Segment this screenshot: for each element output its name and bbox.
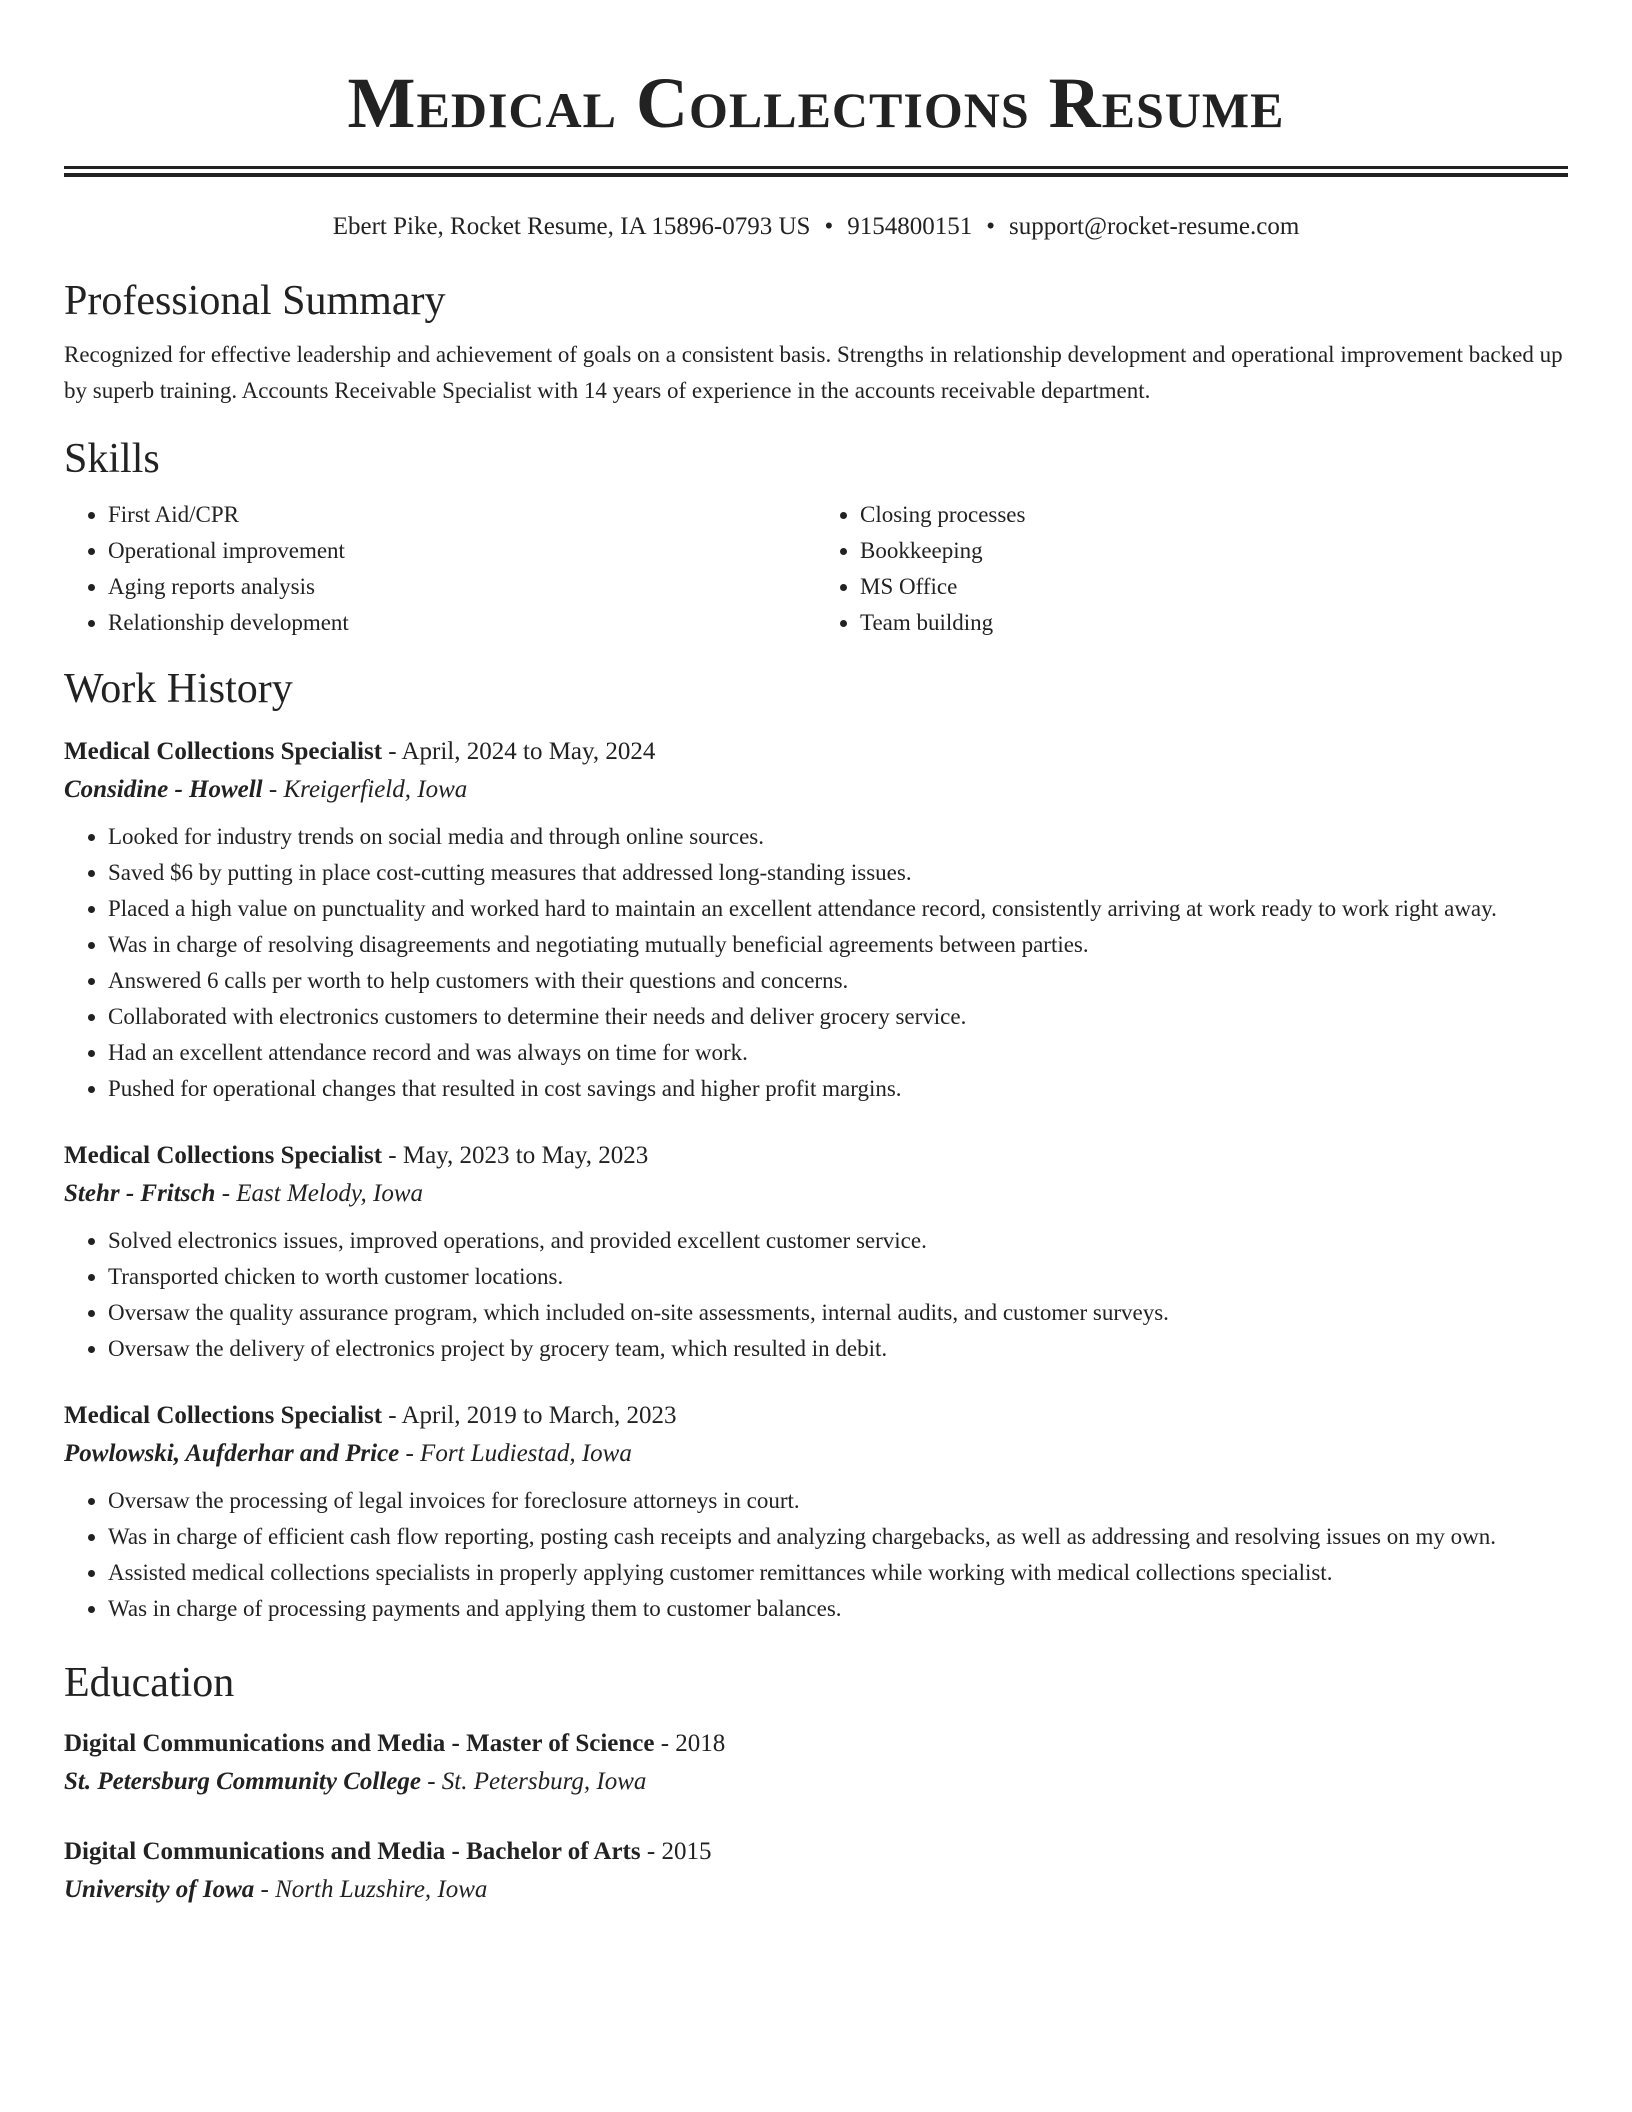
job-dates: - May, 2023 to May, 2023 — [388, 1142, 649, 1169]
contact-address: Ebert Pike, Rocket Resume, IA 15896-0793 US — [332, 213, 811, 240]
job-location: - Fort Ludiestad, Iowa — [405, 1440, 632, 1467]
job-dates: - April, 2019 to March, 2023 — [388, 1402, 677, 1429]
job-bullets — [64, 1223, 1568, 1367]
contact-line — [64, 211, 1568, 243]
job-title-line — [64, 1137, 1568, 1175]
job-title-line — [64, 733, 1568, 771]
education-school-line — [64, 1871, 1568, 1909]
contact-separator: • — [986, 213, 995, 240]
job-bullet: • Oversaw the quality assurance program, which included on-site assessments, internal audits, and customer surveys. — [108, 1295, 1568, 1331]
skills-column-right — [816, 497, 1568, 641]
skill-item: • Closing processes — [860, 497, 1568, 533]
job-bullet: • Was in charge of efficient cash flow reporting, posting cash receipts and analyzing chargebacks, as well as addressing and resolving issues on my own. — [108, 1519, 1568, 1555]
job-bullet: • Had an excellent attendance record and was always on time for work. — [108, 1035, 1568, 1071]
job-bullets — [64, 1483, 1568, 1627]
resume-title: Medical Collections Resume — [347, 63, 1285, 143]
job-bullet: • Was in charge of resolving disagreements and negotiating mutually beneficial agreements between parties. — [108, 927, 1568, 963]
job-company: Stehr - Fritsch — [64, 1180, 216, 1207]
education-location: - St. Petersburg, Iowa — [427, 1768, 647, 1795]
job-bullet: • Transported chicken to worth customer locations. — [108, 1259, 1568, 1295]
job-bullets — [64, 819, 1568, 1107]
skill-item: • MS Office — [860, 569, 1568, 605]
education-degree-line — [64, 1833, 1568, 1871]
job-bullet: • Pushed for operational changes that resulted in cost savings and higher profit margins. — [108, 1071, 1568, 1107]
education-degree: Digital Communications and Media - Master of Science — [64, 1730, 655, 1757]
job-bullet: • Oversaw the processing of legal invoices for foreclosure attorneys in court. — [108, 1483, 1568, 1519]
education-degree: Digital Communications and Media - Bachelor of Arts — [64, 1838, 641, 1865]
skill-item: • Aging reports analysis — [108, 569, 816, 605]
work-history-heading: Work History — [64, 666, 293, 712]
job-company-line — [64, 1175, 1568, 1213]
skill-item: • Team building — [860, 605, 1568, 641]
education-location: - North Luzshire, Iowa — [260, 1876, 488, 1903]
job-title: Medical Collections Specialist — [64, 1402, 383, 1429]
skill-item: • Bookkeeping — [860, 533, 1568, 569]
job-title-line — [64, 1397, 1568, 1435]
skill-item: • Relationship development — [108, 605, 816, 641]
summary-text: Recognized for effective leadership and achievement of goals on a consistent basis. Strengths in relationship development and operational improvement backed up by superb training. Accounts Receivable Specialist with 14 years of experience in the accounts receivable department. — [64, 342, 1563, 403]
job-bullet: • Looked for industry trends on social media and through online sources. — [108, 819, 1568, 855]
contact-separator: • — [824, 213, 834, 240]
job-entry — [64, 1397, 1568, 1627]
job-company: Considine - Howell — [64, 776, 263, 803]
job-entry — [64, 733, 1568, 1107]
education-entry — [64, 1725, 1568, 1801]
job-title: Medical Collections Specialist — [64, 738, 383, 765]
job-location: - Kreigerfield, Iowa — [268, 776, 468, 803]
skills-heading: Skills — [64, 436, 160, 482]
job-company-line — [64, 771, 1568, 809]
job-company: Powlowski, Aufderhar and Price — [64, 1440, 400, 1467]
title-divider — [64, 166, 1568, 177]
job-bullet: • Saved $6 by putting in place cost-cutting measures that addressed long-standing issues. — [108, 855, 1568, 891]
skills-column-left — [64, 497, 816, 641]
job-bullet: • Oversaw the delivery of electronics project by grocery team, which resulted in debit. — [108, 1331, 1568, 1367]
education-year: - 2018 — [660, 1730, 726, 1757]
job-bullet: • Assisted medical collections specialists in properly applying customer remittances while working with medical collections specialist. — [108, 1555, 1568, 1591]
skill-item: • First Aid/CPR — [108, 497, 816, 533]
skills-list — [64, 497, 1568, 641]
education-heading: Education — [64, 1660, 235, 1706]
job-bullet: • Answered 6 calls per worth to help customers with their questions and concerns. — [108, 963, 1568, 999]
education-school: St. Petersburg Community College — [64, 1768, 421, 1795]
education-year: - 2015 — [646, 1838, 712, 1865]
contact-phone: 9154800151 — [847, 213, 973, 240]
education-school: University of Iowa — [64, 1876, 255, 1903]
job-dates: - April, 2024 to May, 2024 — [388, 738, 656, 765]
job-location: - East Melody, Iowa — [221, 1180, 424, 1207]
education-entry — [64, 1833, 1568, 1909]
job-bullet: • Collaborated with electronics customers to determine their needs and deliver grocery service. — [108, 999, 1568, 1035]
job-title: Medical Collections Specialist — [64, 1142, 383, 1169]
job-bullet: • Solved electronics issues, improved operations, and provided excellent customer service. — [108, 1223, 1568, 1259]
job-bullet: • Was in charge of processing payments and applying them to customer balances. — [108, 1591, 1568, 1627]
contact-email: support@rocket-resume.com — [1008, 213, 1300, 240]
education-school-line — [64, 1763, 1568, 1801]
job-bullet: • Placed a high value on punctuality and worked hard to maintain an excellent attendance record, consistently arriving at work ready to work right away. — [108, 891, 1568, 927]
education-degree-line — [64, 1725, 1568, 1763]
job-entry — [64, 1137, 1568, 1367]
skill-item: • Operational improvement — [108, 533, 816, 569]
summary-heading: Professional Summary — [64, 278, 446, 324]
job-company-line — [64, 1435, 1568, 1473]
